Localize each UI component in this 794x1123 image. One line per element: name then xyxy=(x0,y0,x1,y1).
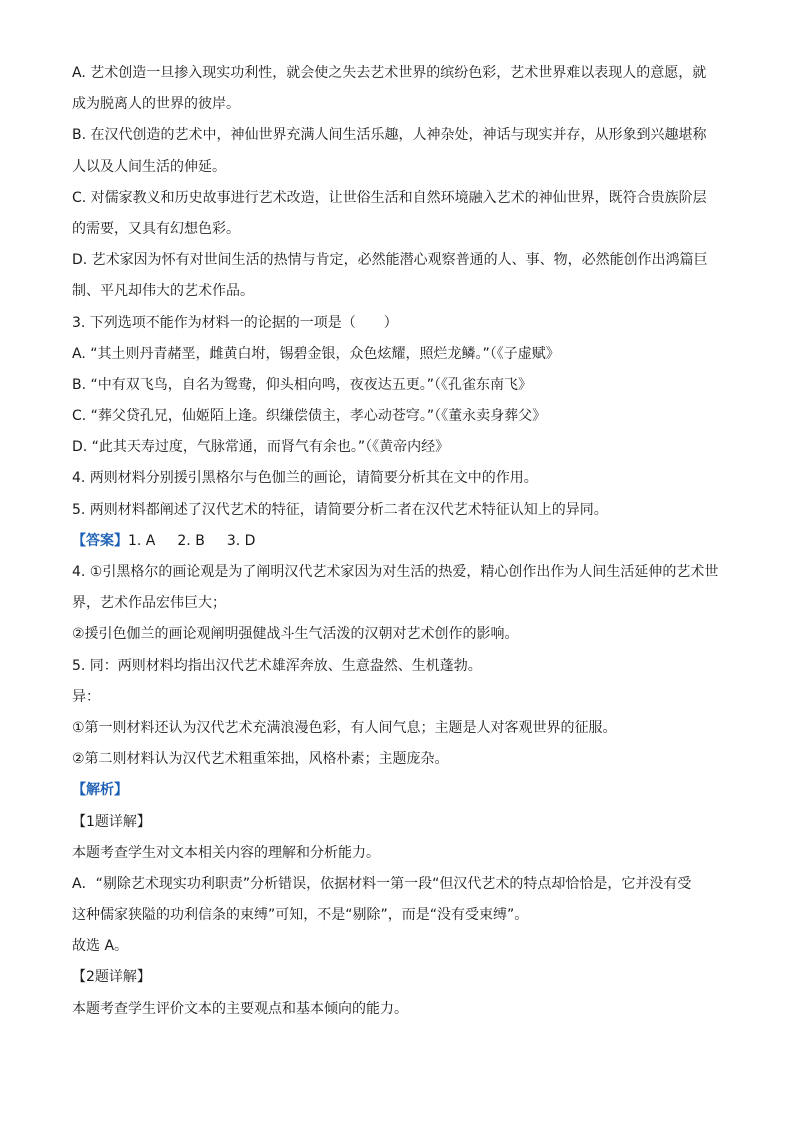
analysis-tag: 【解析】 xyxy=(72,782,128,799)
question-3-option-d: D. “此其天寿过度，气脉常通，而肾气有余也。”（《黄帝内经》 xyxy=(72,439,450,456)
answer-5-diff-2: ②第二则材料认为汉代艺术粗重笨拙，风格朴素；主题庞杂。 xyxy=(72,751,449,768)
q1-analysis-line-2: 这种儒家狭隘的功利信条的束缚”可知，不是“剔除”，而是“没有受束缚”。 xyxy=(72,907,529,924)
q1-analysis-line-1: A．“剔除艺术现实功利职责”分析错误，依据材料一第一段“但汉代艺术的特点却恰恰是，它并没有受 xyxy=(72,875,692,892)
answer-5-diff-1: ①第一则材料还认为汉代艺术充满浪漫色彩，有人间气息；主题是人对客观世界的征服。 xyxy=(72,719,617,736)
answer-4-line-2: 界，艺术作品宏伟巨大； xyxy=(72,595,226,612)
question-3-stem: 3. 下列选项不能作为材料一的论据的一项是（ ） xyxy=(72,314,398,331)
q2-ability: 本题考查学生评价文本的主要观点和基本倾向的能力。 xyxy=(72,1000,408,1017)
document-page xyxy=(72,58,732,1025)
option-b-line-2: 人以及人间生活的伸延。 xyxy=(72,158,226,175)
question-3-option-a: A. “其土则丹青赭垩，雌黄白坿，锡碧金银，众色炫耀，照烂龙鳞。”（《子虚赋》 xyxy=(72,345,560,362)
question-5-stem: 5. 两则材料都阐述了汉代艺术的特征，请简要分析二者在汉代艺术特征认知上的异同。 xyxy=(72,501,608,518)
answer-4-line-3: ②援引色伽兰的画论观阐明强健战斗生气活泼的汉朝对艺术创作的影响。 xyxy=(72,626,519,643)
answer-tag: 【答案】 xyxy=(72,532,128,549)
answer-5-same: 5. 同：两则材料均指出汉代艺术雄浑奔放、生意盎然、生机蓬勃。 xyxy=(72,657,482,674)
answer-line xyxy=(72,526,732,557)
q2-detail-heading: 【2题详解】 xyxy=(72,969,151,986)
answer-item-1: 1. A xyxy=(128,532,156,549)
question-3-option-c: C. “葬父贷孔兄，仙姬陌上逢。织缣偿债主，孝心动苍穹。”（《董永卖身葬父》 xyxy=(72,408,547,425)
q1-detail-heading: 【1题详解】 xyxy=(72,813,151,830)
option-d-line-2: 制、平凡却伟大的艺术作品。 xyxy=(72,283,254,300)
option-b-line-1: B. 在汉代创造的艺术中，神仙世界充满人间生活乐趣，人神杂处，神话与现实并存，从形象到兴趣堪称 xyxy=(72,127,707,144)
question-4-stem: 4. 两则材料分别援引黑格尔与色伽兰的画论，请简要分析其在文中的作用。 xyxy=(72,470,538,487)
option-a-line-2: 成为脱离人的世界的彼岸。 xyxy=(72,96,240,113)
answer-4-line-1: 4. ①引黑格尔的画论观是为了阐明汉代艺术家因为对生活的热爱，精心创作出作为人间生活延伸的艺术世 xyxy=(72,564,719,580)
option-a-line-1: A. 艺术创造一旦掺入现实功利性，就会使之失去艺术世界的缤纷色彩，艺术世界难以表现人的意愿，就 xyxy=(72,65,707,81)
option-c-line-1: C. 对儒家教义和历史故事进行艺术改造，让世俗生活和自然环境融入艺术的神仙世界，既符合贵族阶层 xyxy=(72,189,707,206)
option-c-line-2: 的需要，又具有幻想色彩。 xyxy=(72,220,240,237)
question-3-option-b: B. “中有双飞鸟，自名为鸳鸯，仰头相向鸣，夜夜达五更。”（《孔雀东南飞》 xyxy=(72,376,533,393)
answer-5-diff-label: 异： xyxy=(72,688,100,705)
q1-choice: 故选 A。 xyxy=(72,938,129,955)
answer-item-3: 3. D xyxy=(226,532,256,549)
answer-item-2: 2. B xyxy=(177,532,205,549)
option-d-line-1: D. 艺术家因为怀有对世间生活的热情与肯定，必然能潜心观察普通的人、事、物，必然能创作出鸿篇巨 xyxy=(72,252,708,269)
q1-ability: 本题考查学生对文本相关内容的理解和分析能力。 xyxy=(72,844,380,861)
